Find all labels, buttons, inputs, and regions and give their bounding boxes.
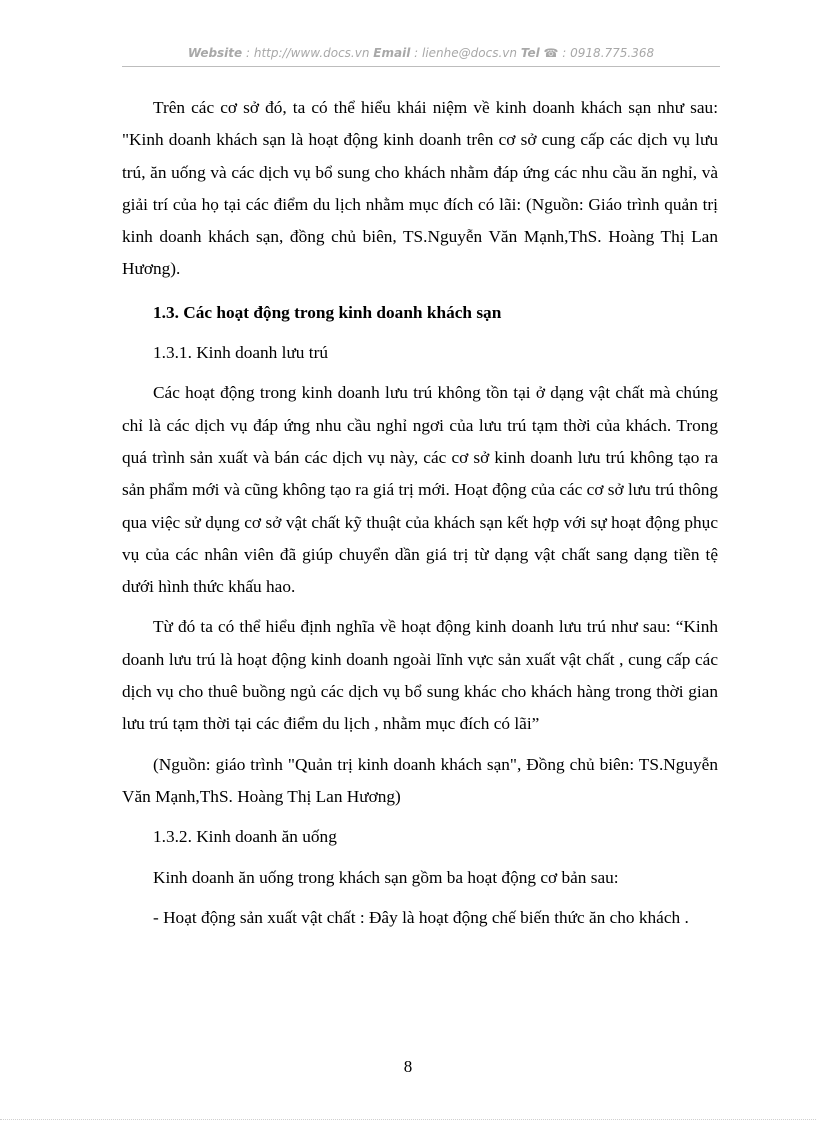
email-label: Email bbox=[373, 46, 411, 60]
page-bottom-border bbox=[0, 1119, 816, 1120]
subsection-heading-1-3-1: 1.3.1. Kinh doanh lưu trú bbox=[153, 343, 328, 363]
section-heading-1-3: 1.3. Các hoạt động trong kinh doanh khách sạn bbox=[153, 302, 502, 322]
email-value: : lienhe@docs.vn bbox=[414, 46, 517, 60]
website-label: Website bbox=[187, 46, 243, 60]
subsection-heading-1-3-2: 1.3.2. Kinh doanh ăn uống bbox=[153, 827, 337, 847]
paragraph-definition-hotel-business: Trên các cơ sở đó, ta có thể hiểu khái niệm về kinh doanh khách sạn như sau: "Kinh doanh khách sạn là hoạt động kinh doanh trên cơ sở cung cấp các dịch vụ lưu trú, ăn uống và các dịch vụ bổ sung cho khách nhằm đáp ứng các nhu cầu ăn nghỉ, và giải trí của họ tại các điểm du lịch nhằm mục đích có lãi: (Nguồn: Giáo trình quản trị kinh doanh khách sạn, đồng chủ biên, TS.Nguyễn Văn Mạnh,ThS. Hoàng Thị Lan Hương). bbox=[122, 98, 718, 279]
paragraph-accommodation-definition: Từ đó ta có thể hiểu định nghĩa về hoạt động kinh doanh lưu trú như sau: “Kinh doanh lưu trú là hoạt động kinh doanh ngoài lĩnh vực sản xuất vật chất , cung cấp các dịch vụ cho thuê buồng ngủ các dịch vụ bổ sung khác cho khách hàng trong thời gian lưu trú tạm thời tại các điểm du lịch , nhằm mục đích có lãi” bbox=[122, 617, 718, 734]
paragraph-accommodation-activities: Các hoạt động trong kinh doanh lưu trú không tồn tại ở dạng vật chất mà chúng chỉ là các dịch vụ đáp ứng nhu cầu nghỉ ngơi của lưu trú tạm thời của khách. Trong quá trình sản xuất và bán các dịch vụ này, các cơ sở kinh doanh lưu trú không tạo ra sản phẩm mới và cũng không tạo ra giá trị mới. Hoạt động của các cơ sở lưu trú thông qua việc sử dụng cơ sở vật chất kỹ thuật của khách sạn kết hợp với sự hoạt động phục vụ của các nhân viên đã giúp chuyển dần giá trị từ dạng vật chất sang dạng tiền tệ dưới hình thức khấu hao. bbox=[122, 383, 718, 597]
paragraph-food-business-intro: Kinh doanh ăn uống trong khách sạn gồm ba hoạt động cơ bản sau: bbox=[153, 867, 619, 887]
page-content bbox=[122, 92, 718, 934]
header-rule bbox=[122, 66, 720, 67]
tel-value: ☎ : 0918.775.368 bbox=[543, 46, 655, 60]
page-header bbox=[122, 46, 720, 60]
paragraph-source-citation: (Nguồn: giáo trình "Quản trị kinh doanh khách sạn", Đồng chủ biên: TS.Nguyễn Văn Mạnh,ThS. Hoàng Thị Lan Hương) bbox=[122, 754, 718, 806]
page-number: 8 bbox=[403, 1057, 413, 1076]
website-value: : http://www.docs.vn bbox=[246, 46, 370, 60]
paragraph-food-production: - Hoạt động sản xuất vật chất : Đây là hoạt động chế biến thức ăn cho khách . bbox=[153, 907, 689, 927]
tel-label: Tel bbox=[520, 46, 540, 60]
